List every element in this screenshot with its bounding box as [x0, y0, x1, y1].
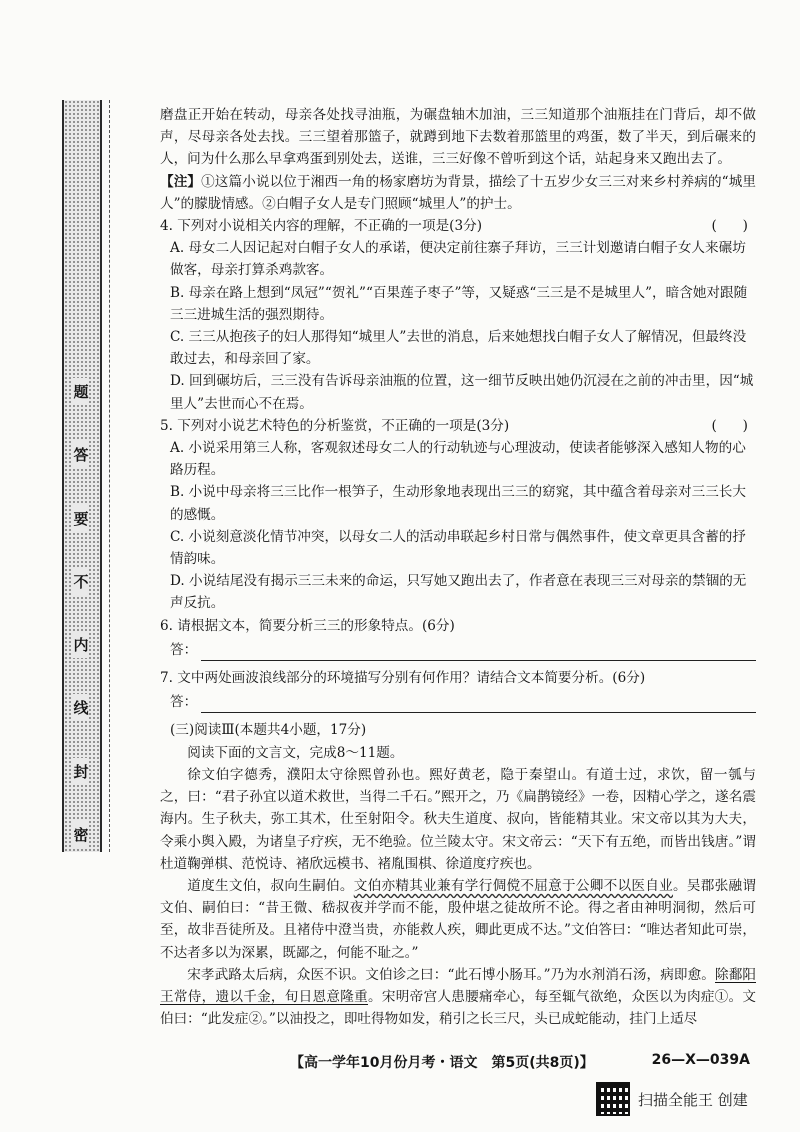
- scanner-watermark: [596, 1082, 748, 1116]
- footer-exam-info: 【高一学年10月份月考・语文 第5页(共8页)】: [290, 1055, 594, 1071]
- section-3-heading: (三)阅读Ⅲ(本题共4小题，17分): [170, 722, 367, 739]
- note-paragraph: [160, 171, 756, 215]
- answer-bracket: ( ): [711, 417, 748, 434]
- seal-char: 线: [73, 694, 88, 721]
- answer-label: 答：: [170, 694, 198, 711]
- seal-char: 封: [73, 758, 88, 785]
- question-5-text: 5. 下列对小说艺术特色的分析鉴赏，不正确的一项是(3分): [160, 417, 510, 434]
- q5-option-c: C. 小说刻意淡化情节冲突，以母女二人的活动串联起乡村日常与偶然事件，使文章更具含蓄的抒情韵味。: [170, 528, 746, 568]
- answer-label: 答：: [170, 641, 198, 658]
- q5-option-a: A. 小说采用第三人称，客观叙述母女二人的行动轨迹与心理波动，使读者能够深入感知人物的心路历程。: [170, 440, 746, 479]
- para3-lead: 宋孝武路太后病，众医不识。文伯诊之曰：“此石博小肠耳。”乃为水剂消石汤，病即愈。: [187, 966, 715, 983]
- seal-char: 内: [73, 631, 88, 658]
- section-3-instruction: 阅读下面的文言文，完成8～11题。: [187, 744, 404, 761]
- seal-char: 要: [73, 505, 88, 532]
- underlined-sentence: 除鄱阳王常侍，遗以千金，旬日恩意隆重: [160, 966, 756, 1005]
- q5-option-d: D. 小说结尾没有揭示三三未来的命运，只写她又跑出去了，作者意在表现三三对母亲的禁锢的无声反抗。: [170, 573, 747, 612]
- exam-page-content: [160, 104, 756, 1030]
- seal-char: 题: [73, 378, 88, 405]
- q4-option-d: D. 回到碾坊后，三三没有告诉母亲油瓶的位置，这一细节反映出她仍沉浸在之前的冲击里，因“城里人”去世而心不在焉。: [170, 373, 754, 412]
- seal-char: 不: [73, 568, 88, 595]
- qr-code-icon: [596, 1082, 630, 1116]
- wavy-underlined-sentence: 文伯亦精其业兼有学行倜傥不屈意于公卿不以医自业: [353, 877, 674, 894]
- seal-char: 密: [73, 821, 88, 848]
- q4-option-c: C. 三三从抱孩子的妇人那得知“城里人”去世的消息，后来她想找白帽子女人了解情况，但最终没敢过去，和母亲回了家。: [170, 329, 747, 368]
- para2-lead: 道度生文伯，叔向生嗣伯。: [187, 877, 354, 894]
- para3-rest: 。宋明帝宫人患腰痛牵心，每至辄气欲绝，众医以为肉症①。文伯曰：“此发症②。”以油投之，即吐得物如发，稍引之长三尺，头已成蛇能动，挂门上适尽: [160, 988, 757, 1028]
- scanner-watermark-text: 扫描全能王 创建: [638, 1090, 748, 1109]
- question-5-stem: [160, 415, 756, 437]
- q4-option-a: A. 母女二人因记起对白帽子女人的承诺，便决定前往寨子拜访，三三计划邀请白帽子女人来碾坊做客，母亲打算杀鸡款客。: [170, 240, 746, 279]
- answer-line[interactable]: [201, 642, 756, 661]
- question-7-stem: 7. 文中两处画波浪线部分的环境描写分别有何作用？请结合文本简要分析。(6分): [160, 670, 646, 687]
- para2-rest: 。吴郡张融谓文伯、嗣伯曰：“昔王微、嵇叔夜并学而不能，殷仲堪之徒故所不论。得之者由神明洞彻，然后可至，故非吾徒所及。且褚侍中澄当贵，亦能救人疾，卿此更成不达。”文伯答曰：“唯达者知此可崇，不达者多以为深累，既鄙之，何能不耻之。”: [160, 877, 757, 961]
- footer-paper-code: 26—X—039A: [651, 1052, 750, 1068]
- answer-line[interactable]: [201, 694, 756, 713]
- classical-text-para-2: [160, 875, 756, 964]
- seal-notice: [70, 378, 92, 848]
- classical-text-para-1: 徐文伯字德秀，濮阳太守徐熙曾孙也。熙好黄老，隐于秦望山。有道士过，求饮，留一瓠与之，曰：“君子孙宜以道术救世，当得二千石。”熙开之，乃《扁鹊镜经》一卷，因精心学之，遂名震海内。生子秋夫，弥工其术，仕至射阳令。秋夫生道度、叔向，皆能精其业。宋文帝以其为大夫，令乘小舆入殿，为诸皇子疗疾，无不绝验。位兰陵太守。宋文帝云：“天下有五绝，而皆出钱唐。”谓杜道鞠弹棋、范悦诗、褚欣远模书、褚胤围棋、徐道度疗疾也。: [160, 766, 756, 872]
- story-tail-paragraph: 磨盘正开始在转动，母亲各处找寻油瓶，为碾盘轴木加油，三三知道那个油瓶挂在门背后，却不做声，尽母亲各处去找。三三望着那篮子，就蹲到地下去数着那篮里的鸡蛋，数了半天，到后碾来的人，问为什么那么早拿鸡蛋到别处去，送谁，三三好像不曾听到这个话，站起身来又跑出去了。: [160, 107, 756, 168]
- seal-dashed-line: [109, 100, 110, 852]
- question-6-answer-area[interactable]: [170, 639, 756, 661]
- classical-text-para-3: [160, 964, 756, 1031]
- seal-char: 答: [73, 441, 88, 468]
- q4-option-b: B. 母亲在路上想到“凤冠”“贺礼”“百果莲子枣子”等，又疑惑“三三是不是城里人”，暗含她对跟随三三进城生活的强烈期待。: [170, 284, 748, 323]
- question-6-stem: 6. 请根据文本，简要分析三三的形象特点。(6分): [160, 617, 455, 634]
- question-4-stem: [160, 215, 756, 237]
- q5-option-b: B. 小说中母亲将三三比作一根笋子，生动形象地表现出三三的窈窕，其中蕴含着母亲对三三长大的感慨。: [170, 484, 746, 523]
- note-label: 【注】: [160, 173, 202, 190]
- question-7-answer-area[interactable]: [170, 691, 756, 713]
- answer-bracket: ( ): [711, 218, 748, 235]
- note-text: ①这篇小说以位于湘西一角的杨家磨坊为背景，描绘了十五岁少女三三对来乡村养病的“城里人”的朦胧情感。②白帽子女人是专门照顾“城里人”的护士。: [160, 173, 757, 212]
- page-footer: [290, 1052, 750, 1072]
- question-4-text: 4. 下列对小说相关内容的理解，不正确的一项是(3分): [160, 218, 483, 235]
